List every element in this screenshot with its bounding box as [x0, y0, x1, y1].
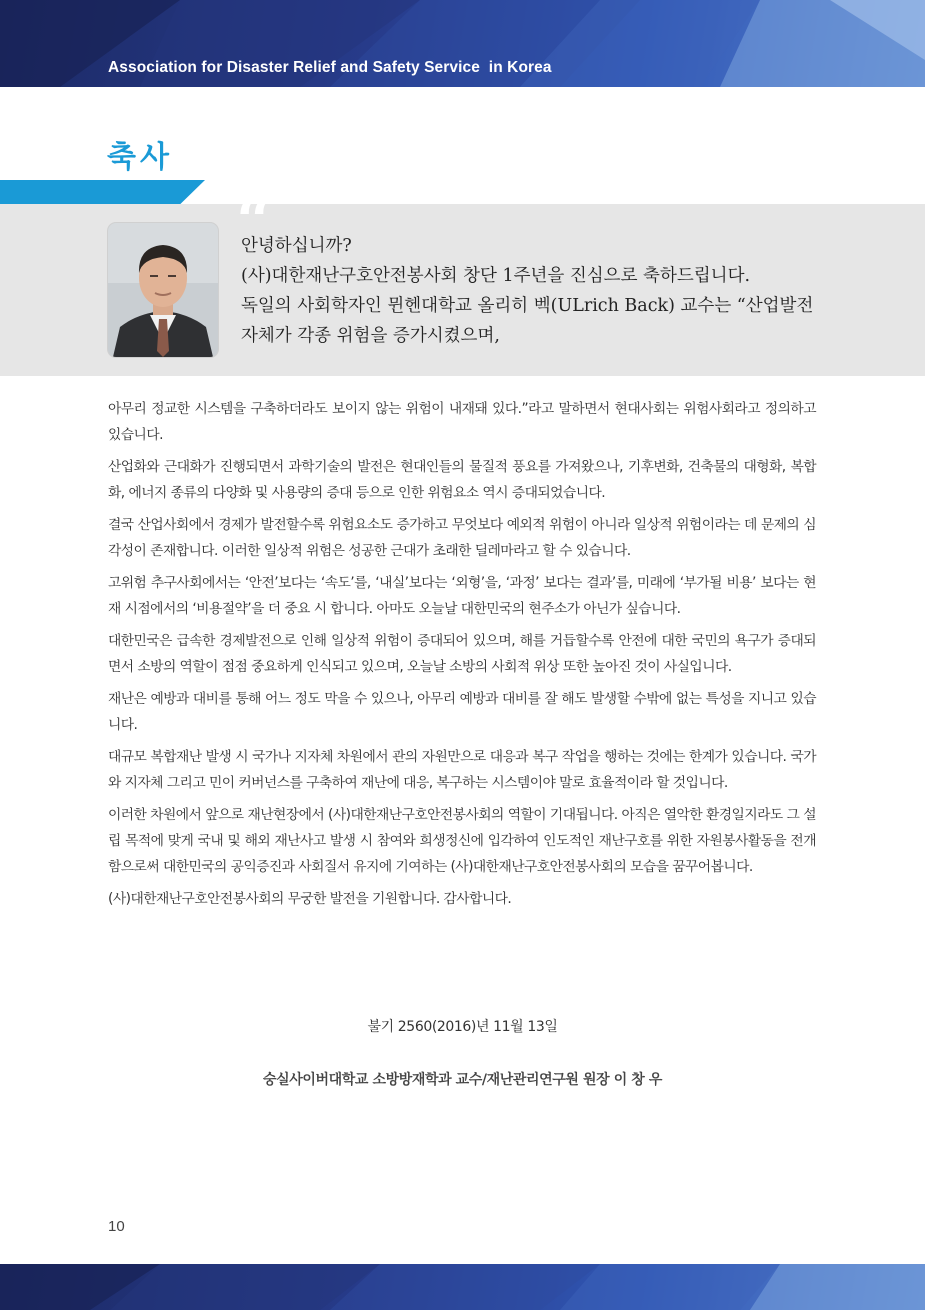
quote-line: 자체가 각종 위험을 증가시켰으며,: [241, 326, 500, 346]
paragraph: 산업화와 근대화가 진행되면서 과학기술의 발전은 현대인들의 물질적 풍요를 가져왔으나, 기후변화, 건축물의 대형화, 복합화, 에너지 종류의 다양화 및 사용량의 증대 등으로 인한 위험요소 역시 증대되었습니다.: [108, 459, 816, 501]
paragraph: 대한민국은 급속한 경제발전으로 인해 일상적 위험이 증대되어 있으며, 해를 거듭할수록 안전에 대한 국민의 욕구가 증대되면서 소방의 역할이 점점 중요하게 인식되고 있으며, 오늘날 소방의 사회적 위상 또한 높아진 것이 사실입니다.: [108, 633, 816, 675]
header-banner: [0, 0, 925, 87]
organization-name: Association for Disaster Relief and Safety Service in Korea: [108, 59, 552, 76]
paragraph: 결국 산업사회에서 경제가 발전할수록 위험요소도 증가하고 무엇보다 예외적 위험이 아니라 일상적 위험이라는 데 문제의 심각성이 존재합니다. 이러한 일상적 위험은 성공한 근대가 초래한 딜레마라고 할 수 있습니다.: [108, 517, 816, 559]
author-photo: [108, 223, 218, 357]
paragraph: 재난은 예방과 대비를 통해 어느 정도 막을 수 있으나, 아무리 예방과 대비를 잘 해도 발생할 수밖에 없는 특성을 지니고 있습니다.: [108, 691, 816, 733]
quote-line: 독일의 사회학자인 뮌헨대학교 올리히 벡(ULrich Back) 교수는 “산업발전: [241, 296, 814, 316]
accent-tab: [0, 180, 205, 204]
quote-line: 안녕하십니까?: [241, 236, 352, 256]
quote-line: (사)대한재난구호안전봉사회 창단 1주년을 진심으로 축하드립니다.: [241, 266, 751, 286]
page-number: 10: [108, 1218, 125, 1235]
body-text: [108, 396, 816, 918]
signature: 숭실사이버대학교 소방방재학과 교수/재난관리연구원 원장 이 창 우: [262, 1072, 663, 1088]
paragraph: 고위험 추구사회에서는 ‘안전’보다는 ‘속도’를, ‘내실’보다는 ‘외형’을, ‘과정’ 보다는 결과’를, 미래에 ‘부가될 비용’ 보다는 현재 시점에서의 ‘비용절약’을 더 중요 시 합니다. 아마도 오늘날 대한민국의 현주소가 아닌가 싶습니다.: [108, 575, 816, 617]
paragraph: 이러한 차원에서 앞으로 재난현장에서 (사)대한재난구호안전봉사회의 역할이 기대됩니다. 아직은 열악한 환경일지라도 그 설립 목적에 맞게 국내 및 해외 재난사고 발생 시 참여와 희생정신에 입각하여 인도적인 재난구호를 위한 자원봉사활동을 전개함으로써 대한민국의 공익증진과 사회질서 유지에 기여하는 (사)대한재난구호안전봉사회의 모습을 꿈꾸어봅니다.: [108, 807, 816, 875]
quote-text: [241, 231, 841, 351]
paragraph: (사)대한재난구호안전봉사회의 무궁한 발전을 기원합니다. 감사합니다.: [108, 891, 512, 907]
footer-decoration: [0, 1264, 925, 1310]
paragraph: 아무리 정교한 시스템을 구축하더라도 보이지 않는 위험이 내재돼 있다.”라고 말하면서 현대사회는 위험사회라고 정의하고 있습니다.: [108, 401, 816, 443]
page-title: 축사: [107, 140, 173, 175]
quote-icon: “: [236, 184, 273, 259]
footer-banner: [0, 1264, 925, 1310]
date: 불기 2560(2016)년 11월 13일: [367, 1019, 558, 1035]
paragraph: 대규모 복합재난 발생 시 국가나 지자체 차원에서 관의 자원만으로 대응과 복구 작업을 행하는 것에는 한계가 있습니다. 국가와 지자체 그리고 민이 커버넌스를 구축하여 재난에 대응, 복구하는 시스템이야 말로 효율적이라 할 것입니다.: [108, 749, 816, 791]
